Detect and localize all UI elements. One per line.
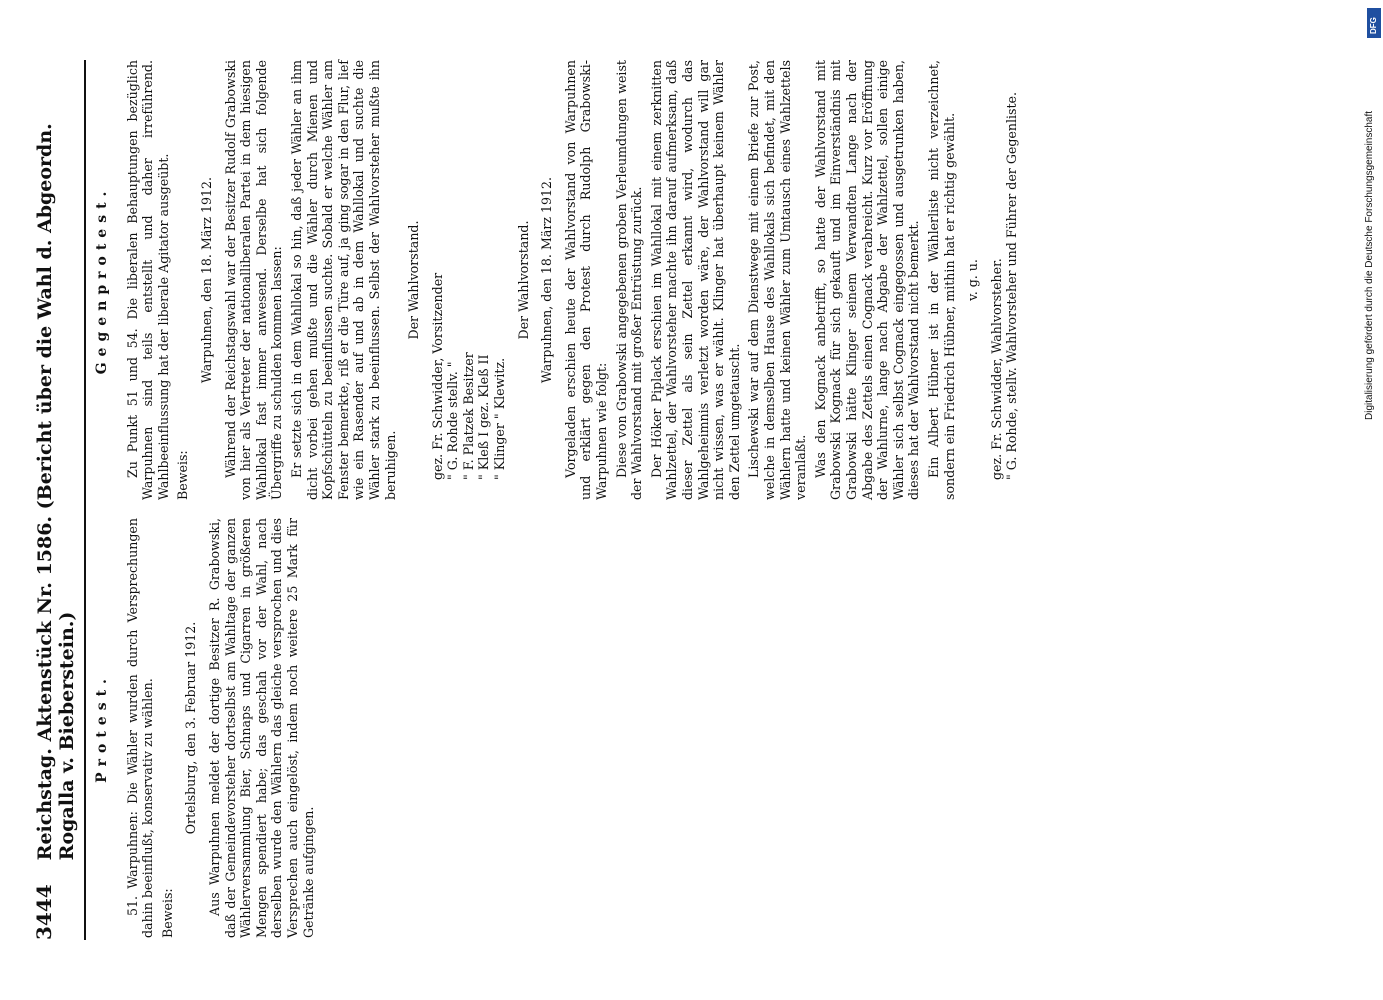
gegenprotest-dateline-1: Warpuhnen, den 18. März 1912. (198, 176, 214, 384)
dfg-logo (1367, 8, 1381, 38)
signature-line: " Kleß I gez. Kleß II (476, 354, 492, 480)
gegenprotest-para-6: Der Höker Piplack erschien im Wahllokal mit einem zerknitten Wahlzettel, der Wahlvorsteher machte ihn darauf aufmerksam, daß dieser Zettel als sein Zettel erkannt wird, wodurch das Wahlgeheimnis verletzt worden wäre, der Wahlvorstand will gar nicht wissen, was er wählt. Klinger hat überhaupt keinem Wähler den Zettel umgetauscht. (648, 60, 742, 500)
gegenprotest-para-3: Er setzte sich in dem Wahllokal so hin, daß jeder Wähler an ihm dicht vorbei gehen mußte und die Wähler durch Mienen und Kopfschütteln zu beeinflussen suchte. Sobald er welche Wähler am Fenster bemerkte, riß er die Türe auf, ja ging sogar in den Flur, lief wie ein Rasender auf und ab in dem Wahllokal und suchte die Wähler stark zu beeinflussen. Selbst der Wahlvorsteher mußte ihn beruhigen. (288, 60, 398, 500)
vgu-mark: v. g. u. (965, 259, 981, 301)
gegenprotest-para-7: Lischewski war auf dem Dienstwege mit einem Briefe zur Post, welche in demselben Hause des Wahllokals sich befindet, mit den Wählern hatte und keinen Wähler zum Umtausch eines Wahlzettels veranlaßt. (746, 60, 809, 500)
signature-line: " G. Rohde stellv. " (445, 361, 461, 480)
signature-line: gez. Fr. Schwidder, Wahlvorsteher. (988, 258, 1004, 480)
protest-dateline: Ortelsburg, den 3. Februar 1912. (183, 621, 199, 835)
gegenprotest-para-8: Was den Kognack anbetrifft, so hatte der Wahlvorstand mit Grabowski Kognack für sich gekauft und im Einverständnis mit Grabowski hätte Klinger seinem Verwandten Lange nach der Abgabe des Zettels einen Cognack verabreicht. Kurz vor Eröffnung der Wahlurne, lange nach Abgabe der Wahlzettel, sollen einige Wähler sich selbst Cognack eingegossen und ausgetrunken haben, dieses hat der Wahlvorstand nicht bemerkt. (812, 60, 922, 500)
gegenprotest-point-51-54: Zu Punkt 51 und 54. Die liberalen Behauptungen bezüglich Warpuhnen sind teils entstellt und daher irreführend. Wahlbeeinflussung hat der liberale Agitator ausgeübt. (124, 60, 171, 500)
protest-point-51: 51. Warpuhnen: Die Wähler wurden durch Versprechungen dahin beeinflußt, konservativ zu wählen. (124, 518, 156, 938)
page-number: 3444 (32, 884, 56, 940)
right-column (95, 60, 1020, 500)
page-title: Reichstag. Aktenstück Nr. 1586. (Bericht über die Wahl d. Abgeordn. Rogalla v. Bieberstein.) (34, 123, 78, 861)
signature-line: " F. Platzek Besitzer (460, 352, 476, 480)
signature-line: " G. Rohde, stellv. Wahlvorsteher und Führer der Gegenliste. (1004, 91, 1020, 480)
gegenprotest-para-2: Während der Reichstagswahl war der Besitzer Rudolf Grabowski von hier als Vertreter der nationalliberalen Partei in dem hiesigen Wahllokal fast immer anwesend. Derselbe hat sich folgende Übergriffe zu schulden kommen lassen: (222, 60, 285, 500)
protest-body: Aus Warpuhnen meldet der dortige Besitzer R. Grabowski, daß der Gemeindevorsteher dortselbst am Wahltage der ganzen Wählerversammlung Bier, Schnaps und Cigarren in größeren Mengen spendiert habe; das geschah vor der Wahl, nach derselben wurde den Wählern das gleiche versprochen und dies Versprechen auch eingelöst, indem noch weitere 25 Mark für Getränke aufgingen. (206, 518, 316, 938)
gegenprotest-title: Gegenprotest. (94, 185, 110, 375)
wahlvorstand-heading-2: Der Wahlvorstand. (515, 220, 531, 340)
digitization-note: Digitalisierung gefördert durch die Deutsche Forschungsgemeinschaft (1364, 110, 1375, 420)
signature-line: " Klinger " Klewitz. (492, 357, 508, 480)
page-header (32, 60, 86, 940)
gegenprotest-para-9: Ein Albert Hübner ist in der Wählerliste nicht verzeichnet, sondern ein Friedrich Hübner, mithin hat er richtig gewählt. (925, 60, 957, 500)
protest-beweis-label: Beweis: (159, 888, 175, 938)
signature-block-2 (989, 60, 1020, 480)
gegenprotest-para-5: Diese von Grabowski angegebenen groben Verleumdungen weist der Wahlvorstand mit großer Entrüstung zurück. (613, 60, 645, 500)
signature-line: gez. Fr. Schwidder, Vorsitzender (429, 272, 445, 480)
gegenprotest-para-4: Vorgeladen erschien heute der Wahlvorstand von Warpuhnen und erklärt gegen den Protest durch Rudolph Grabowski-Warpuhnen wie folgt: (562, 60, 610, 500)
wahlvorstand-heading-1: Der Wahlvorstand. (406, 220, 422, 340)
gegenprotest-dateline-2: Warpuhnen, den 18. März 1912. (539, 176, 555, 384)
gegenprotest-beweis-label: Beweis: (175, 450, 191, 500)
signature-block-1 (430, 60, 508, 480)
protest-title: Protest. (94, 673, 110, 783)
dfg-logo-text: DFG (1369, 17, 1378, 34)
left-column (95, 518, 320, 938)
